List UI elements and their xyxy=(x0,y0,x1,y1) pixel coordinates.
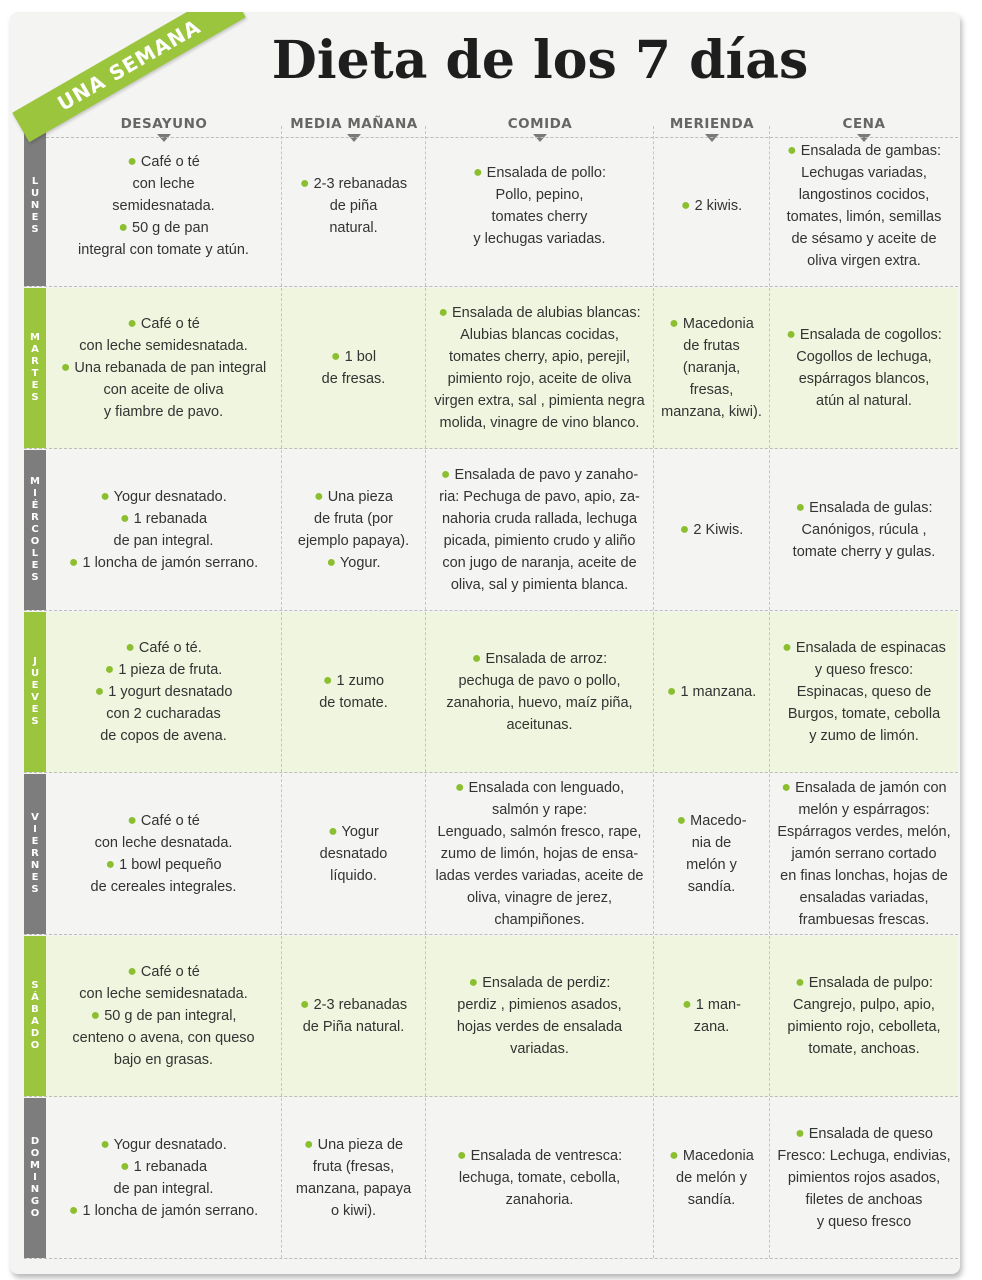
column-header-label: MEDIA MAÑANA xyxy=(290,116,418,132)
day-name: D O M I N G O xyxy=(30,1136,40,1219)
bullet-icon: ● xyxy=(440,466,451,483)
meal-text: ● 2 kiwis. xyxy=(680,197,743,214)
meal-text: ● Ensalada de pollo: Pollo, pepino, tomates cherry y lechugas variadas. xyxy=(472,164,606,247)
meal-text: ● Yogur desnatado líquido. xyxy=(319,823,388,884)
bullet-icon: ● xyxy=(119,510,130,527)
meal-text: ● Café o té con leche semidesnatada. ● 50 g de pan integral, centeno o avena, con queso bajo en grasas. xyxy=(72,963,255,1068)
meal-cell xyxy=(282,936,426,1096)
meal-cell xyxy=(654,774,770,934)
bullet-icon: ● xyxy=(666,683,677,700)
bullet-icon: ● xyxy=(100,1136,110,1153)
meal-cell xyxy=(654,612,770,772)
bullet-icon: ● xyxy=(468,974,479,991)
meal-cell xyxy=(426,450,654,610)
bullet-icon: ● xyxy=(676,812,687,829)
meal-text: ● 1 man- zana. xyxy=(682,996,741,1035)
meal-cell xyxy=(46,774,282,934)
meal-text: ● Ensalada de gulas: Canónigos, rúcula , tomate cherry y gulas. xyxy=(792,499,936,560)
day-label xyxy=(24,288,46,448)
day-label xyxy=(24,450,46,610)
meal-text: ● 2-3 rebanadas de piña natural. xyxy=(299,175,408,236)
meal-cell xyxy=(282,126,426,286)
day-row xyxy=(24,936,958,1097)
meal-text: ● Ensalada de arroz: pechuga de pavo o pollo, zanahoria, huevo, maíz piña, aceitunas. xyxy=(446,650,633,733)
day-label xyxy=(24,612,46,772)
meal-cell xyxy=(426,936,654,1096)
meal-text: ● Ensalada de perdiz: perdiz , pimienos asados, hojas verdes de ensalada variadas. xyxy=(456,974,623,1057)
meal-text: ● Ensalada de alubias blancas: Alubias blancas cocidas, tomates cherry, apio, perejil, pimiento rojo, aceite de oliva virgen extra, sal , pimienta negra molida, vinagre de vino blanco. xyxy=(434,304,645,431)
bullet-icon: ● xyxy=(782,639,792,656)
bullet-icon: ● xyxy=(303,1136,314,1153)
meal-text: ● Ensalada de jamón con melón y espárragos: Espárragos verdes, melón, jamón serrano cortado en finas lonchas, hojas de ensaladas variadas, frambuesas frescas. xyxy=(777,779,951,928)
bullet-icon: ● xyxy=(127,812,137,829)
meal-cell xyxy=(282,450,426,610)
meal-cell xyxy=(282,288,426,448)
meal-cell xyxy=(770,1098,958,1258)
meal-text: ● 2-3 rebanadas de Piña natural. xyxy=(299,996,408,1035)
meal-cell xyxy=(46,612,282,772)
bullet-icon: ● xyxy=(299,175,310,192)
meal-text: ● Café o té. ● 1 pieza de fruta. ● 1 yogurt desnatado con 2 cucharadas de copos de avena. xyxy=(94,639,233,744)
bullet-icon: ● xyxy=(456,1147,467,1164)
meal-cell xyxy=(426,288,654,448)
day-row xyxy=(24,450,958,611)
meal-text: ● Ensalada de ventresca: lechuga, tomate, cebolla, zanahoria. xyxy=(456,1147,623,1208)
ribbon-banner: UNA SEMANA xyxy=(12,12,246,142)
bullet-icon: ● xyxy=(680,197,691,214)
meal-cell xyxy=(46,936,282,1096)
meal-cell xyxy=(282,1098,426,1258)
meal-text: ● Macedonia de melón y sandía. xyxy=(669,1147,754,1208)
meal-text: ● Café o té con leche desnatada. ● 1 bowl pequeño de cereales integrales. xyxy=(90,812,237,895)
bullet-icon: ● xyxy=(669,315,679,332)
bullet-icon: ● xyxy=(679,521,690,538)
bullet-icon: ● xyxy=(322,672,333,689)
bullet-icon: ● xyxy=(299,996,310,1013)
meal-text: ● 2 Kiwis. xyxy=(679,521,744,538)
meal-text: ● Ensalada de pavo y zanaho- ria: Pechuga de pavo, apio, za- nahoria cruda rallada, lechuga picada, pimiento crudo y aliño con jugo de naranja, aceite de oliva, sal y pimienta blanca. xyxy=(439,466,640,593)
meal-cell xyxy=(426,774,654,934)
bullet-icon: ● xyxy=(90,1007,101,1024)
bullet-icon: ● xyxy=(328,823,338,840)
meal-cell xyxy=(654,936,770,1096)
column-header-label: DESAYUNO xyxy=(120,116,208,132)
meal-cell xyxy=(46,1098,282,1258)
bullet-icon: ● xyxy=(795,1125,805,1142)
day-row xyxy=(24,1098,958,1259)
meal-cell xyxy=(654,126,770,286)
bullet-icon: ● xyxy=(127,315,137,332)
day-name: J U E V E S xyxy=(30,656,40,727)
bullet-icon: ● xyxy=(104,661,115,678)
meal-text: ● Una pieza de fruta (fresas, manzana, papaya o kiwi). xyxy=(295,1136,412,1219)
bullet-icon: ● xyxy=(787,142,797,159)
bullet-icon: ● xyxy=(472,164,483,181)
bullet-icon: ● xyxy=(60,359,71,376)
day-label xyxy=(24,774,46,934)
meal-cell xyxy=(426,612,654,772)
meal-text: ● Una pieza de fruta (por ejemplo papaya). ● Yogur. xyxy=(297,488,410,571)
day-row xyxy=(24,288,958,449)
bullet-icon: ● xyxy=(781,779,792,796)
meal-text: ● Ensalada con lenguado, salmón y rape: Lenguado, salmón fresco, rape, zumo de limón, hojas de ensa- ladas verdes variadas, aceite de oliva, vinagre de jerez, champiñones. xyxy=(435,779,644,928)
bullet-icon: ● xyxy=(94,683,105,700)
meal-text: ● 1 zumo de tomate. xyxy=(319,672,388,711)
meal-text: ● Ensalada de pulpo: Cangrejo, pulpo, apio, pimiento rojo, cebolleta, tomate, anchoas. xyxy=(787,974,941,1057)
bullet-icon: ● xyxy=(330,348,341,365)
meal-text: ● Yogur desnatado. ● 1 rebanada de pan integral. ● 1 loncha de jamón serrano. xyxy=(68,1136,259,1219)
column-header-label: MERIENDA xyxy=(669,116,755,132)
bullet-icon: ● xyxy=(127,153,137,170)
day-name: L U N E S xyxy=(30,176,40,235)
meal-text: ● Ensalada de gambas: Lechugas variadas, langostinos cocidos, tomates, limón, semillas de sésamo y aceite de oliva virgen extra. xyxy=(786,142,942,269)
day-label xyxy=(24,936,46,1096)
bullet-icon: ● xyxy=(119,1158,130,1175)
bullet-icon: ● xyxy=(125,639,135,656)
meal-cell xyxy=(770,288,958,448)
bullet-icon: ● xyxy=(118,219,128,236)
bullet-icon: ● xyxy=(471,650,482,667)
day-row xyxy=(24,612,958,773)
day-label xyxy=(24,1098,46,1258)
day-row xyxy=(24,126,958,287)
bullet-icon: ● xyxy=(326,554,337,571)
day-row xyxy=(24,774,958,935)
page-title: Dieta de los 7 días xyxy=(271,30,809,91)
day-name: S Á B A D O xyxy=(30,980,40,1051)
meal-text: ● Macedonia de frutas (naranja, fresas, manzana, kiwi). xyxy=(661,315,762,420)
column-header-label: COMIDA xyxy=(507,116,573,132)
day-name: M A R T E S xyxy=(30,332,40,403)
meal-cell xyxy=(770,126,958,286)
meal-cell xyxy=(770,612,958,772)
meal-cell xyxy=(46,126,282,286)
bullet-icon: ● xyxy=(795,499,806,516)
bullet-icon: ● xyxy=(127,963,137,980)
meal-cell xyxy=(46,450,282,610)
bullet-icon: ● xyxy=(438,304,448,321)
meal-text: ● 1 manzana. xyxy=(666,683,757,700)
meal-text: ● Yogur desnatado. ● 1 rebanada de pan integral. ● 1 loncha de jamón serrano. xyxy=(68,488,259,571)
bullet-icon: ● xyxy=(314,488,324,505)
meal-cell xyxy=(654,1098,770,1258)
bullet-icon: ● xyxy=(100,488,110,505)
meal-cell xyxy=(426,126,654,286)
meal-cell xyxy=(426,1098,654,1258)
meal-text: ● Ensalada de queso Fresco: Lechuga, endivias, pimientos rojos asados, filetes de anchoas y queso fresco xyxy=(777,1125,951,1230)
bullet-icon: ● xyxy=(68,1202,79,1219)
meal-cell xyxy=(46,288,282,448)
bullet-icon: ● xyxy=(795,974,805,991)
day-name: V I E R N E S xyxy=(30,812,40,895)
meal-text: ● 1 bol de fresas. xyxy=(321,348,386,387)
bullet-icon: ● xyxy=(669,1147,679,1164)
meal-cell xyxy=(282,612,426,772)
meal-cell xyxy=(770,936,958,1096)
meal-cell xyxy=(654,288,770,448)
bullet-icon: ● xyxy=(454,779,465,796)
diet-sheet xyxy=(10,12,960,1274)
bullet-icon: ● xyxy=(68,554,79,571)
meal-text: ● Café o té con leche semidesnatada. ● Una rebanada de pan integral con aceite de oliva y fiambre de pavo. xyxy=(60,315,267,420)
meal-text: ● Ensalada de cogollos: Cogollos de lechuga, espárragos blancos, atún al natural. xyxy=(786,326,942,409)
meal-text: ● Café o té con leche semidesnatada. ● 50 g de pan integral con tomate y atún. xyxy=(78,153,249,258)
meal-cell xyxy=(654,450,770,610)
meal-text: ● Macedo- nia de melón y sandía. xyxy=(676,812,747,895)
day-name: M I É R C O L E S xyxy=(30,476,40,583)
day-label xyxy=(24,126,46,286)
meal-cell xyxy=(282,774,426,934)
bullet-icon: ● xyxy=(105,856,116,873)
meal-cell xyxy=(770,774,958,934)
meal-cell xyxy=(770,450,958,610)
meal-text: ● Ensalada de espinacas y queso fresco: Espinacas, queso de Burgos, tomate, cebolla y zumo de limón. xyxy=(782,639,946,744)
bullet-icon: ● xyxy=(786,326,796,343)
bullet-icon: ● xyxy=(682,996,692,1013)
column-header-label: CENA xyxy=(842,116,886,132)
